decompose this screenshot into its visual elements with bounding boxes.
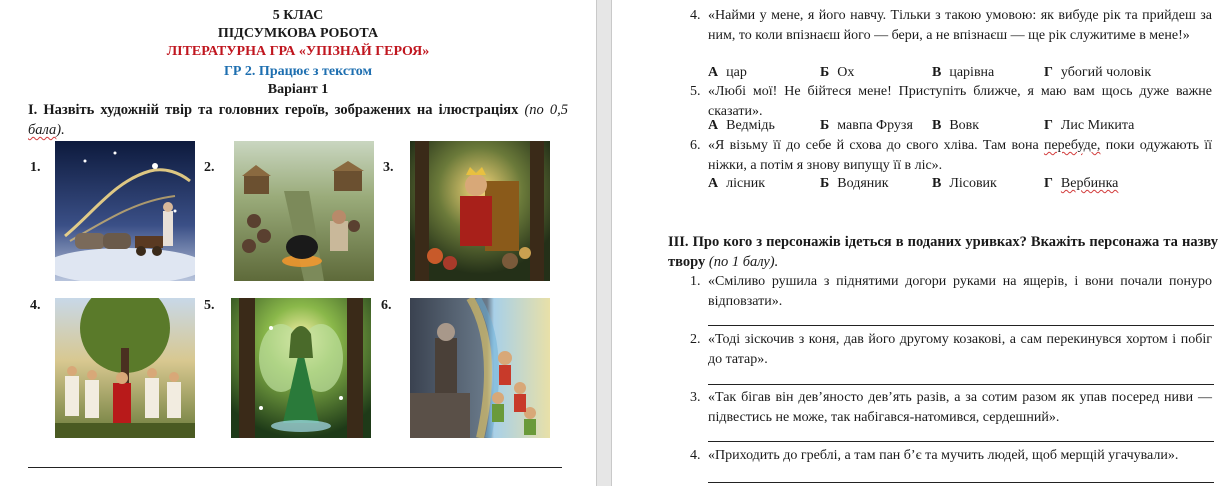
work-title: ПІДСУМКОВА РОБОТА xyxy=(217,26,379,41)
option-d[interactable]: Г Лис Микита xyxy=(1044,118,1135,133)
excerpt-number: 2. xyxy=(690,332,701,347)
variant-title: Варіант 1 xyxy=(267,82,329,97)
question-number: 6. xyxy=(690,138,701,153)
answer-line[interactable] xyxy=(28,467,562,468)
answer-line[interactable] xyxy=(708,482,1214,483)
section-3-score-note: (по 1 балу). xyxy=(708,254,779,270)
excerpt-number: 3. xyxy=(690,390,701,405)
stormy-sky-children-icon xyxy=(410,298,550,438)
option-b[interactable]: Б мавпа Фрузя xyxy=(820,118,913,133)
option-d[interactable]: Г Вербинка xyxy=(1044,176,1119,191)
illustration-number: 5. xyxy=(204,298,215,313)
game-title: ЛІТЕРАТУРНА ГРА «УПІЗНАЙ ГЕРОЯ» xyxy=(166,44,430,59)
question-text: «Я візьму її до себе й схова до свого хліва. Там вона перебуде, поки одужають її ніжки, а потім я знову випущу її в ліс». xyxy=(708,138,1213,173)
question-text: «Найми у мене, я його навчу. Тільки з такою умовою: як вибуде рік та прийдеш за ним, то коли впізнаєш його — бери, а не впізнаєш — ще рік служитиме в мене!» xyxy=(708,8,1212,43)
option-c[interactable]: В Лісовик xyxy=(932,176,997,191)
illustration-number: 1. xyxy=(30,160,41,175)
excerpt-number: 4. xyxy=(690,448,701,463)
section-3-heading: ІІІ. Про кого з персонажів ідеться в поданих уривках? Вкажіть персонажа та назву твору xyxy=(668,234,1218,270)
night-sky-ox-cart-icon xyxy=(55,141,195,281)
page-gap xyxy=(596,0,612,486)
question-number: 4. xyxy=(690,8,701,23)
answer-line[interactable] xyxy=(708,325,1214,326)
task-1-instruction xyxy=(28,100,568,140)
question-number: 5. xyxy=(690,84,701,99)
excerpt-text: «Так бігав він дев’яносто дев’ять разів, а за сотим разом як упав посеред ниви — підвестись не може, так набігався-натомився, сердешний». xyxy=(708,390,1212,425)
option-d[interactable]: Г убогий чоловік xyxy=(1044,65,1152,80)
village-folk-gathering-icon xyxy=(55,298,195,438)
option-a[interactable]: А цар xyxy=(708,65,747,80)
task-1-text: І. Назвіть художній твір та головних героїв, зображених на ілюстраціях xyxy=(28,102,519,118)
village-cauldron-fire-icon xyxy=(234,141,374,281)
illustration-number: 6. xyxy=(381,298,392,313)
option-b[interactable]: Б Водяник xyxy=(820,176,889,191)
answer-line[interactable] xyxy=(708,441,1214,442)
forest-king-throne-icon xyxy=(410,141,550,281)
section-3-instruction xyxy=(668,232,1218,272)
grade-heading: 5 КЛАС xyxy=(272,8,324,23)
document-page-left xyxy=(0,0,596,486)
illustration-number: 2. xyxy=(204,160,215,175)
excerpt-number: 1. xyxy=(690,274,701,289)
option-b[interactable]: Б Ох xyxy=(820,65,855,80)
illustration-number: 4. xyxy=(30,298,41,313)
option-a[interactable]: А Ведмідь xyxy=(708,118,775,133)
option-a[interactable]: А лісник xyxy=(708,176,766,191)
answer-line[interactable] xyxy=(708,384,1214,385)
excerpt-text: «Сміливо рушила з піднятими догори руками на ящерів, і вони почали понуро відповзати». xyxy=(708,274,1212,309)
group-title: ГР 2. Працює з текстом xyxy=(223,64,373,79)
option-c[interactable]: В царівна xyxy=(932,65,995,80)
option-c[interactable]: В Вовк xyxy=(932,118,980,133)
document-page-right xyxy=(612,0,1226,486)
excerpt-text: «Тоді зіскочив з коня, дав його другому козакові, а сам перекинувся хортом і побіг до татар». xyxy=(708,332,1212,367)
illustration-number: 3. xyxy=(383,160,394,175)
forest-fairy-icon xyxy=(231,298,371,438)
question-text: «Любі мої! Не бійтеся мене! Приступіть ближче, я маю вам щось дуже важне сказати». xyxy=(708,84,1212,119)
task-1-score-note: (по 0,5 бала). xyxy=(28,102,568,138)
excerpt-text: «Приходить до греблі, а там пан б’є та мучить людей, щоб мерщій угачували». xyxy=(708,448,1179,463)
